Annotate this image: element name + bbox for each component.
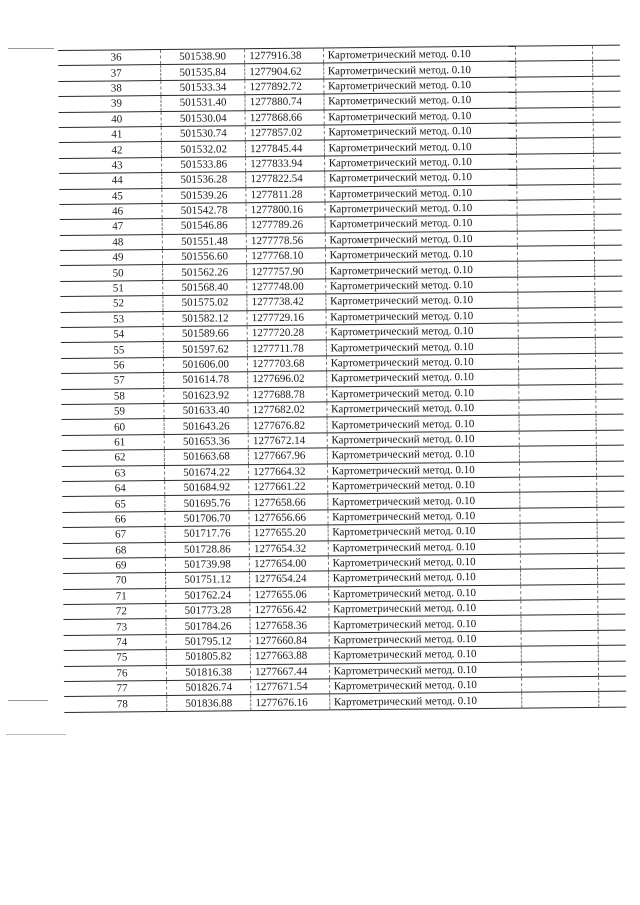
empty-cell: [518, 307, 595, 323]
empty-cell: [520, 584, 597, 600]
y-coordinate-cell: 1277800.16: [246, 202, 325, 218]
method-cell: Картометрический метод. 0.10: [325, 231, 517, 248]
y-coordinate-cell: 1277703.68: [248, 356, 327, 372]
method-cell: Картометрический метод. 0.10: [326, 354, 518, 371]
point-number-cell: 53: [61, 311, 164, 327]
point-number-cell: 67: [63, 527, 166, 543]
empty-cell: [596, 476, 624, 492]
method-cell: Картометрический метод. 0.10: [327, 415, 519, 432]
empty-cell: [594, 291, 622, 307]
x-coordinate-cell: 501728.86: [165, 541, 249, 557]
point-number-cell: 37: [58, 65, 161, 81]
point-number-cell: 77: [64, 681, 167, 697]
empty-cell: [596, 430, 624, 446]
empty-cell: [516, 138, 593, 154]
empty-cell: [515, 76, 592, 92]
point-number-cell: 68: [63, 542, 166, 558]
y-coordinate-cell: 1277658.66: [249, 494, 328, 510]
y-coordinate-cell: 1277655.20: [249, 525, 328, 541]
x-coordinate-cell: 501653.36: [164, 433, 248, 449]
empty-cell: [596, 414, 624, 430]
x-coordinate-cell: 501551.48: [162, 233, 246, 249]
y-coordinate-cell: 1277904.62: [245, 63, 324, 79]
point-number-cell: 43: [59, 157, 162, 173]
method-cell: Картометрический метод. 0.10: [325, 262, 517, 279]
x-coordinate-cell: 501539.26: [162, 187, 246, 203]
empty-cell: [517, 230, 594, 246]
empty-cell: [517, 292, 594, 308]
point-number-cell: 42: [59, 142, 162, 158]
empty-cell: [598, 676, 626, 692]
method-cell: Картометрический метод. 0.10: [329, 646, 521, 663]
empty-cell: [594, 245, 622, 261]
method-cell: Картометрический метод. 0.10: [328, 508, 520, 525]
y-coordinate-cell: 1277711.78: [247, 340, 326, 356]
point-number-cell: 74: [64, 634, 167, 650]
x-coordinate-cell: 501575.02: [163, 295, 247, 311]
empty-cell: [595, 307, 623, 323]
x-coordinate-cell: 501674.22: [164, 464, 248, 480]
x-coordinate-cell: 501805.82: [166, 649, 250, 665]
x-coordinate-cell: 501533.86: [162, 156, 246, 172]
method-cell: Картометрический метод. 0.10: [329, 616, 521, 633]
y-coordinate-cell: 1277857.02: [245, 125, 324, 141]
empty-cell: [516, 199, 593, 215]
empty-cell: [520, 615, 597, 631]
y-coordinate-cell: 1277658.36: [250, 617, 329, 633]
x-coordinate-cell: 501530.74: [161, 126, 245, 142]
point-number-cell: 41: [59, 126, 162, 142]
empty-cell: [521, 661, 598, 677]
empty-cell: [518, 353, 595, 369]
x-coordinate-cell: 501643.26: [164, 418, 248, 434]
method-cell: Картометрический метод. 0.10: [325, 277, 517, 294]
empty-cell: [593, 184, 621, 200]
point-number-cell: 38: [58, 80, 161, 96]
empty-cell: [593, 168, 621, 184]
point-number-cell: 65: [62, 496, 165, 512]
y-coordinate-cell: 1277757.90: [247, 263, 326, 279]
x-coordinate-cell: 501606.00: [163, 357, 247, 373]
y-coordinate-cell: 1277667.44: [251, 664, 330, 680]
point-number-cell: 66: [62, 511, 165, 527]
y-coordinate-cell: 1277654.00: [250, 556, 329, 572]
empty-cell: [595, 322, 623, 338]
x-coordinate-cell: 501582.12: [163, 310, 247, 326]
coordinates-table: [58, 45, 626, 713]
point-number-cell: 46: [59, 203, 162, 219]
method-cell: Картометрический метод. 0.10: [328, 569, 520, 586]
empty-cell: [594, 199, 622, 215]
x-coordinate-cell: 501773.28: [166, 603, 250, 619]
y-coordinate-cell: 1277676.16: [251, 694, 330, 710]
coordinates-table-body: [58, 45, 626, 712]
point-number-cell: 48: [60, 234, 163, 250]
empty-cell: [516, 168, 593, 184]
method-cell: Картометрический метод. 0.10: [325, 246, 517, 263]
method-cell: Картометрический метод. 0.10: [327, 400, 519, 417]
point-number-cell: 75: [64, 650, 167, 666]
point-number-cell: 40: [59, 111, 162, 127]
empty-cell: [598, 661, 626, 677]
empty-cell: [593, 153, 621, 169]
empty-cell: [521, 630, 598, 646]
x-coordinate-cell: 501542.78: [162, 203, 246, 219]
y-coordinate-cell: 1277655.06: [250, 587, 329, 603]
empty-cell: [516, 153, 593, 169]
y-coordinate-cell: 1277661.22: [249, 479, 328, 495]
empty-cell: [517, 276, 594, 292]
point-number-cell: 73: [63, 619, 166, 635]
x-coordinate-cell: 501816.38: [166, 664, 250, 680]
method-cell: Картометрический метод. 0.10: [327, 462, 519, 479]
point-number-cell: 55: [61, 342, 164, 358]
point-number-cell: 64: [62, 480, 165, 496]
point-number-cell: 62: [62, 450, 165, 466]
x-coordinate-cell: 501536.28: [162, 172, 246, 188]
empty-cell: [521, 646, 598, 662]
point-number-cell: 47: [60, 219, 163, 235]
x-coordinate-cell: 501562.26: [163, 264, 247, 280]
empty-cell: [517, 215, 594, 231]
empty-cell: [598, 645, 626, 661]
empty-cell: [598, 630, 626, 646]
empty-cell: [597, 568, 625, 584]
empty-cell: [518, 384, 595, 400]
empty-cell: [592, 91, 620, 107]
empty-cell: [520, 599, 597, 615]
x-coordinate-cell: 501739.98: [165, 557, 249, 573]
empty-cell: [517, 261, 594, 277]
x-coordinate-cell: 501706.70: [165, 510, 249, 526]
method-cell: Картометрический метод. 0.10: [326, 308, 518, 325]
method-cell: Картометрический метод. 0.10: [329, 677, 521, 694]
method-cell: Картометрический метод. 0.10: [324, 169, 516, 186]
x-coordinate-cell: 501568.40: [163, 280, 247, 296]
y-coordinate-cell: 1277833.94: [246, 156, 325, 172]
x-coordinate-cell: 501784.26: [166, 618, 250, 634]
y-coordinate-cell: 1277654.24: [250, 571, 329, 587]
y-coordinate-cell: 1277748.00: [247, 279, 326, 295]
y-coordinate-cell: 1277916.38: [245, 48, 324, 64]
y-coordinate-cell: 1277671.54: [251, 679, 330, 695]
y-coordinate-cell: 1277663.88: [250, 648, 329, 664]
point-number-cell: 72: [63, 604, 166, 620]
point-number-cell: 45: [59, 188, 162, 204]
y-coordinate-cell: 1277789.26: [246, 217, 325, 233]
y-coordinate-cell: 1277729.16: [247, 310, 326, 326]
x-coordinate-cell: 501836.88: [167, 695, 251, 711]
x-coordinate-cell: 501695.76: [165, 495, 249, 511]
method-cell: Картометрический метод. 0.10: [325, 200, 517, 217]
empty-cell: [521, 692, 598, 708]
y-coordinate-cell: 1277696.02: [248, 371, 327, 387]
method-cell: Картометрический метод. 0.10: [324, 154, 516, 171]
empty-cell: [597, 553, 625, 569]
empty-cell: [597, 522, 625, 538]
x-coordinate-cell: 501597.62: [163, 341, 247, 357]
x-coordinate-cell: 501684.92: [165, 480, 249, 496]
scan-line-artifact: [6, 734, 66, 735]
x-coordinate-cell: 501762.24: [166, 587, 250, 603]
method-cell: Картометрический метод. 0.10: [326, 369, 518, 386]
x-coordinate-cell: 501751.12: [166, 572, 250, 588]
point-number-cell: 71: [63, 588, 166, 604]
empty-cell: [515, 45, 592, 61]
x-coordinate-cell: 501533.34: [161, 79, 245, 95]
empty-cell: [594, 261, 622, 277]
method-cell: Картометрический метод. 0.10: [326, 339, 518, 356]
method-cell: Картометрический метод. 0.10: [324, 123, 516, 140]
method-cell: Картометрический метод. 0.10: [328, 554, 520, 571]
point-number-cell: 76: [64, 665, 167, 681]
point-number-cell: 70: [63, 573, 166, 589]
y-coordinate-cell: 1277654.32: [249, 540, 328, 556]
point-number-cell: 56: [61, 357, 164, 373]
x-coordinate-cell: 501717.76: [165, 526, 249, 542]
empty-cell: [594, 230, 622, 246]
y-coordinate-cell: 1277720.28: [247, 325, 326, 341]
method-cell: Картометрический метод. 0.10: [328, 600, 520, 617]
empty-cell: [596, 461, 624, 477]
method-cell: Картометрический метод. 0.10: [329, 692, 521, 709]
x-coordinate-cell: 501623.92: [164, 387, 248, 403]
empty-cell: [594, 214, 622, 230]
empty-cell: [592, 76, 620, 92]
empty-cell: [592, 45, 620, 61]
x-coordinate-cell: 501556.60: [162, 249, 246, 265]
y-coordinate-cell: 1277664.32: [249, 463, 328, 479]
empty-cell: [593, 137, 621, 153]
empty-cell: [598, 691, 626, 707]
method-cell: Картометрический метод. 0.10: [327, 446, 519, 463]
empty-cell: [518, 399, 595, 415]
empty-cell: [597, 538, 625, 554]
y-coordinate-cell: 1277676.82: [248, 417, 327, 433]
method-cell: Картометрический метод. 0.10: [328, 585, 520, 602]
method-cell: Картометрический метод. 0.10: [323, 62, 515, 79]
x-coordinate-cell: 501530.04: [161, 110, 245, 126]
empty-cell: [521, 676, 598, 692]
y-coordinate-cell: 1277660.84: [250, 633, 329, 649]
empty-cell: [519, 461, 596, 477]
method-cell: Картометрический метод. 0.10: [326, 292, 518, 309]
empty-cell: [520, 522, 597, 538]
empty-cell: [516, 107, 593, 123]
empty-cell: [596, 491, 624, 507]
x-coordinate-cell: 501531.40: [161, 95, 245, 111]
point-number-cell: 60: [62, 419, 165, 435]
x-coordinate-cell: 501633.40: [164, 403, 248, 419]
empty-cell: [520, 553, 597, 569]
empty-cell: [593, 107, 621, 123]
y-coordinate-cell: 1277892.72: [245, 79, 324, 95]
point-number-cell: 59: [61, 403, 164, 419]
method-cell: Картометрический метод. 0.10: [323, 77, 515, 94]
point-number-cell: 61: [62, 434, 165, 450]
empty-cell: [515, 92, 592, 108]
y-coordinate-cell: 1277845.44: [246, 140, 325, 156]
x-coordinate-cell: 501614.78: [164, 372, 248, 388]
empty-cell: [597, 584, 625, 600]
empty-cell: [519, 446, 596, 462]
empty-cell: [595, 384, 623, 400]
empty-cell: [518, 369, 595, 385]
empty-cell: [595, 338, 623, 354]
method-cell: Картометрический метод. 0.10: [324, 92, 516, 109]
empty-cell: [516, 122, 593, 138]
y-coordinate-cell: 1277738.42: [247, 294, 326, 310]
point-number-cell: 54: [61, 327, 164, 343]
empty-cell: [519, 476, 596, 492]
method-cell: Картометрический метод. 0.10: [324, 138, 516, 155]
x-coordinate-cell: 501532.02: [161, 141, 245, 157]
point-number-cell: 51: [60, 280, 163, 296]
empty-cell: [515, 61, 592, 77]
method-cell: Картометрический метод. 0.10: [327, 431, 519, 448]
x-coordinate-cell: 501546.86: [162, 218, 246, 234]
point-number-cell: 50: [60, 265, 163, 281]
scan-line-artifact: [8, 700, 48, 701]
point-number-cell: 36: [58, 50, 161, 66]
empty-cell: [520, 569, 597, 585]
method-cell: Картометрический метод. 0.10: [329, 662, 521, 679]
point-number-cell: 69: [63, 557, 166, 573]
y-coordinate-cell: 1277868.66: [245, 110, 324, 126]
method-cell: Картометрический метод. 0.10: [326, 323, 518, 340]
empty-cell: [595, 368, 623, 384]
empty-cell: [596, 507, 624, 523]
empty-cell: [594, 276, 622, 292]
y-coordinate-cell: 1277656.42: [250, 602, 329, 618]
y-coordinate-cell: 1277778.56: [246, 233, 325, 249]
method-cell: Картометрический метод. 0.10: [323, 46, 515, 63]
x-coordinate-cell: 501535.84: [161, 64, 245, 80]
y-coordinate-cell: 1277682.02: [248, 402, 327, 418]
empty-cell: [518, 322, 595, 338]
y-coordinate-cell: 1277688.78: [248, 387, 327, 403]
scan-line-artifact: [8, 48, 54, 49]
y-coordinate-cell: 1277811.28: [246, 186, 325, 202]
x-coordinate-cell: 501538.90: [161, 49, 245, 65]
method-cell: Картометрический метод. 0.10: [329, 631, 521, 648]
method-cell: Картометрический метод. 0.10: [328, 539, 520, 556]
point-number-cell: 49: [60, 250, 163, 266]
y-coordinate-cell: 1277672.14: [248, 433, 327, 449]
method-cell: Картометрический метод. 0.10: [324, 108, 516, 125]
y-coordinate-cell: 1277667.96: [249, 448, 328, 464]
empty-cell: [596, 445, 624, 461]
y-coordinate-cell: 1277880.74: [245, 94, 324, 110]
empty-cell: [593, 122, 621, 138]
point-number-cell: 58: [61, 388, 164, 404]
point-number-cell: 44: [59, 173, 162, 189]
empty-cell: [592, 60, 620, 76]
method-cell: Картометрический метод. 0.10: [326, 385, 518, 402]
empty-cell: [595, 353, 623, 369]
empty-cell: [597, 615, 625, 631]
empty-cell: [519, 507, 596, 523]
empty-cell: [595, 399, 623, 415]
method-cell: Картометрический метод. 0.10: [328, 523, 520, 540]
point-number-cell: 63: [62, 465, 165, 481]
point-number-cell: 39: [58, 96, 161, 112]
method-cell: Картометрический метод. 0.10: [325, 215, 517, 232]
x-coordinate-cell: 501826.74: [167, 680, 251, 696]
point-number-cell: 52: [60, 296, 163, 312]
x-coordinate-cell: 501589.66: [163, 326, 247, 342]
empty-cell: [519, 492, 596, 508]
x-coordinate-cell: 501795.12: [166, 634, 250, 650]
point-number-cell: 57: [61, 373, 164, 389]
empty-cell: [516, 184, 593, 200]
x-coordinate-cell: 501663.68: [164, 449, 248, 465]
method-cell: Картометрический метод. 0.10: [327, 492, 519, 509]
empty-cell: [597, 599, 625, 615]
empty-cell: [518, 338, 595, 354]
empty-cell: [520, 538, 597, 554]
empty-cell: [517, 245, 594, 261]
method-cell: Картометрический метод. 0.10: [327, 477, 519, 494]
y-coordinate-cell: 1277822.54: [246, 171, 325, 187]
y-coordinate-cell: 1277656.66: [249, 510, 328, 526]
empty-cell: [519, 430, 596, 446]
empty-cell: [519, 415, 596, 431]
point-number-cell: 78: [64, 696, 167, 712]
method-cell: Картометрический метод. 0.10: [324, 185, 516, 202]
y-coordinate-cell: 1277768.10: [247, 248, 326, 264]
